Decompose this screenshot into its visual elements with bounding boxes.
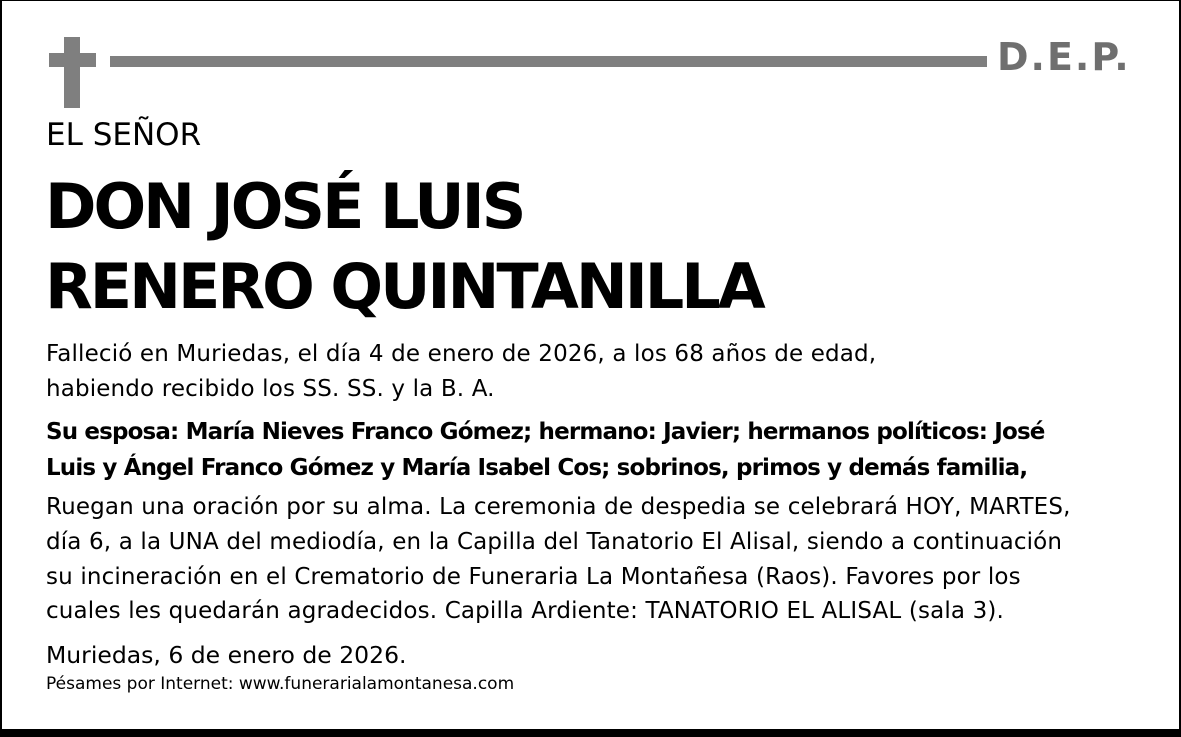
deceased-name-line2: RENERO QUINTANILLA: [45, 250, 763, 323]
cross-icon: [64, 37, 80, 108]
family-line2: Luis y Ángel Franco Gómez y María Isabel Cos; sobrinos, primos y demás familia,: [46, 455, 1028, 481]
ceremony-line3: su incineración en el Crematorio de Funeraria La Montañesa (Raos). Favores por los: [46, 564, 1021, 590]
header-rule: [110, 56, 987, 67]
cross-icon-bar: [49, 53, 96, 67]
death-notice-line1: Falleció en Muriedas, el día 4 de enero de 2026, a los 68 años de edad,: [46, 341, 877, 367]
dep-label: D.E.P.: [997, 35, 1131, 79]
condolences-link[interactable]: Pésames por Internet: www.funerarialamontanesa.com: [46, 674, 515, 694]
death-notice-line2: habiendo recibido los SS. SS. y la B. A.: [46, 376, 495, 402]
family-line1: Su esposa: María Nieves Franco Gómez; hermano: Javier; hermanos políticos: José: [46, 419, 1045, 445]
title-prefix: EL SEÑOR: [46, 117, 202, 153]
ceremony-line4: cuales les quedarán agradecidos. Capilla Ardiente: TANATORIO EL ALISAL (sala 3).: [46, 598, 1004, 624]
deceased-name-line1: DON JOSÉ LUIS: [45, 170, 524, 243]
ceremony-line2: día 6, a la UNA del mediodía, en la Capilla del Tanatorio El Alisal, siendo a continuación: [46, 529, 1063, 555]
place-date: Muriedas, 6 de enero de 2026.: [46, 641, 407, 669]
ceremony-line1: Ruegan una oración por su alma. La ceremonia de despedia se celebrará HOY, MARTES,: [46, 494, 1071, 520]
